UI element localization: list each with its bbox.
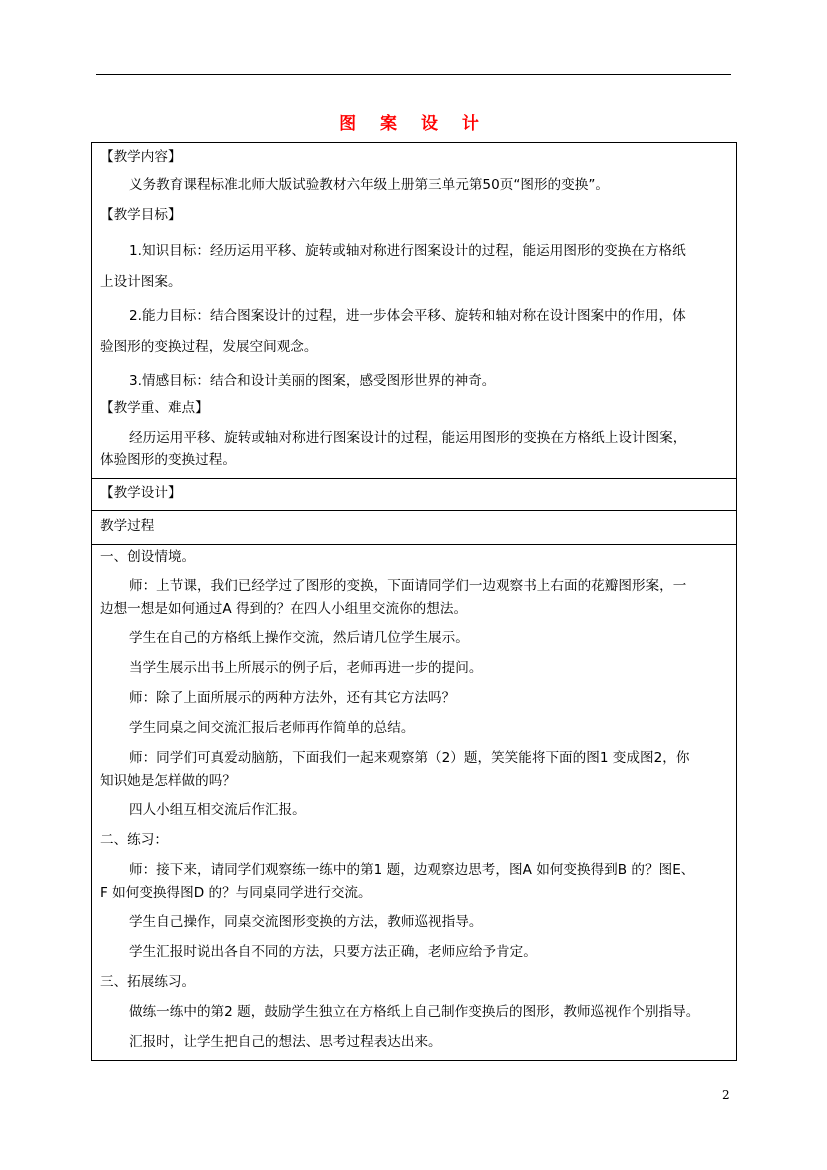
step1-p6-line1: 师：同学们可真爱动脑筋，下面我们一起来观察第（2）题，笑笑能将下面的图1 变成图2，你 xyxy=(129,750,690,766)
goals-heading: 【教学目标】 xyxy=(100,207,182,223)
step2-p1-line2: F 如何变换得图D 的？与同桌同学进行交流。 xyxy=(100,885,372,901)
goal2-line1: 2.能力目标：结合图案设计的过程，进一步体会平移、旋转和轴对称在设计图案中的作用，体 xyxy=(129,308,686,324)
process-heading: 教学过程 xyxy=(100,518,155,534)
step1-heading: 一、创设情境。 xyxy=(100,549,196,565)
design-table-cell xyxy=(91,479,737,511)
step1-p3: 当学生展示出书上所展示的例子后，老师再进一步的提问。 xyxy=(129,660,483,676)
page-number: 2 xyxy=(722,1088,730,1102)
step2-p1-line1: 师：接下来，请同学们观察练一练中的第1 题，边观察边思考，图A 如何变换得到B 的？图E、 xyxy=(129,862,695,878)
design-heading: 【教学设计】 xyxy=(100,485,182,501)
step2-p2: 学生自己操作，同桌交流图形变换的方法，教师巡视指导。 xyxy=(129,914,483,930)
step1-p7: 四人小组互相交流后作汇报。 xyxy=(129,802,306,818)
step1-p1-line2: 边想一想是如何通过A 得到的？在四人小组里交流你的想法。 xyxy=(100,601,468,617)
step3-heading: 三、拓展练习。 xyxy=(100,974,196,990)
goal2-line2: 验图形的变换过程，发展空间观念。 xyxy=(100,339,318,355)
step2-heading: 二、练习： xyxy=(100,832,168,848)
keypoints-heading: 【教学重、难点】 xyxy=(100,400,209,416)
step1-p4: 师：除了上面所展示的两种方法外，还有其它方法吗？ xyxy=(129,690,456,706)
step1-p2: 学生在自己的方格纸上操作交流，然后请几位学生展示。 xyxy=(129,630,469,646)
header-rule xyxy=(96,74,731,75)
keypoints-line2: 体验图形的变换过程。 xyxy=(100,452,236,468)
content-heading: 【教学内容】 xyxy=(100,149,182,165)
page-title: 图 案 设 计 xyxy=(339,114,488,134)
goal3: 3.情感目标：结合和设计美丽的图案，感受图形世界的神奇。 xyxy=(129,373,496,389)
keypoints-line1: 经历运用平移、旋转或轴对称进行图案设计的过程，能运用图形的变换在方格纸上设计图案， xyxy=(129,430,687,446)
content-text: 义务教育课程标准北师大版试验教材六年级上册第三单元第50页“图形的变换”。 xyxy=(129,177,609,193)
step3-p2: 汇报时，让学生把自己的想法、思考过程表达出来。 xyxy=(129,1034,442,1050)
goal1-line1: 1.知识目标：经历运用平移、旋转或轴对称进行图案设计的过程，能运用图形的变换在方格纸 xyxy=(129,243,686,259)
step1-p6-line2: 知识她是怎样做的吗？ xyxy=(100,773,236,789)
step3-p1: 做练一练中的第2 题，鼓励学生独立在方格纸上自己制作变换后的图形，教师巡视作个别指导。 xyxy=(129,1004,700,1020)
step2-p3: 学生汇报时说出各自不同的方法，只要方法正确，老师应给予肯定。 xyxy=(129,944,537,960)
step1-p1-line1: 师：上节课，我们已经学过了图形的变换，下面请同学们一边观察书上右面的花瓣图形案，一 xyxy=(129,578,687,594)
goal1-line2: 上设计图案。 xyxy=(100,274,182,290)
step1-p5: 学生同桌之间交流汇报后老师再作简单的总结。 xyxy=(129,720,415,736)
process-table-cell xyxy=(91,511,737,545)
